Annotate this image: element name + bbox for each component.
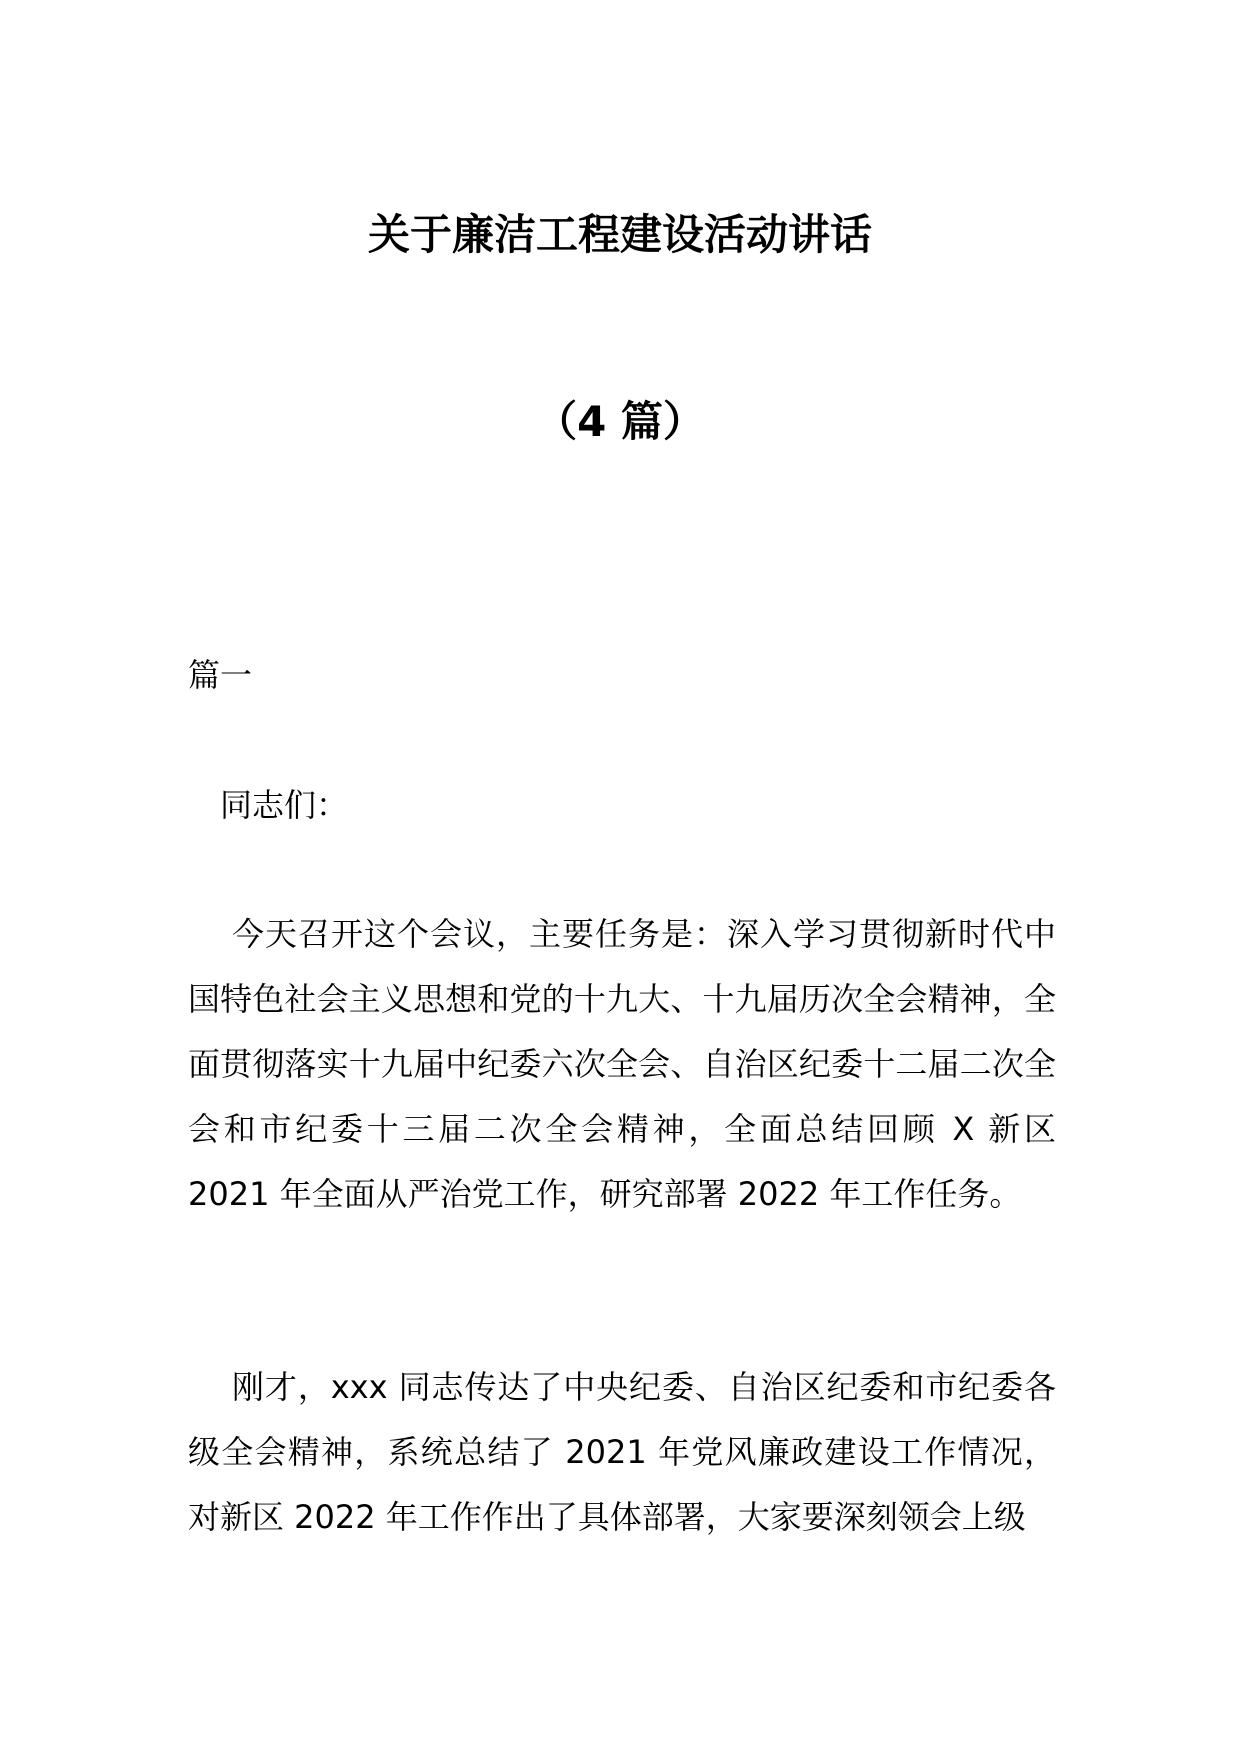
section-label: 篇一 <box>188 656 253 694</box>
body-paragraph-2: 刚才，xxx 同志传达了中央纪委、自治区纪委和市纪委各级全会精神，系统总结了 2021 年党风廉政建设工作情况，对新区 2022 年工作作出了具体部署，大家要深刻领会上级 <box>188 1368 1056 1536</box>
body-paragraph-1: 今天召开这个会议，主要任务是：深入学习贯彻新时代中国特色社会主义思想和党的十九大、十九届历次全会精神，全面贯彻落实十九届中纪委六次全会、自治区纪委十二届二次全会和市纪委十三届二次全会精神，全面总结回顾 X 新区 2021 年全面从严治党工作，研究部署 2022 年工作任务。 <box>188 915 1056 1213</box>
document-title: 关于廉洁工程建设活动讲话 <box>367 210 872 259</box>
document-subtitle: （4 篇） <box>535 397 705 446</box>
salutation: 同志们： <box>220 786 349 824</box>
